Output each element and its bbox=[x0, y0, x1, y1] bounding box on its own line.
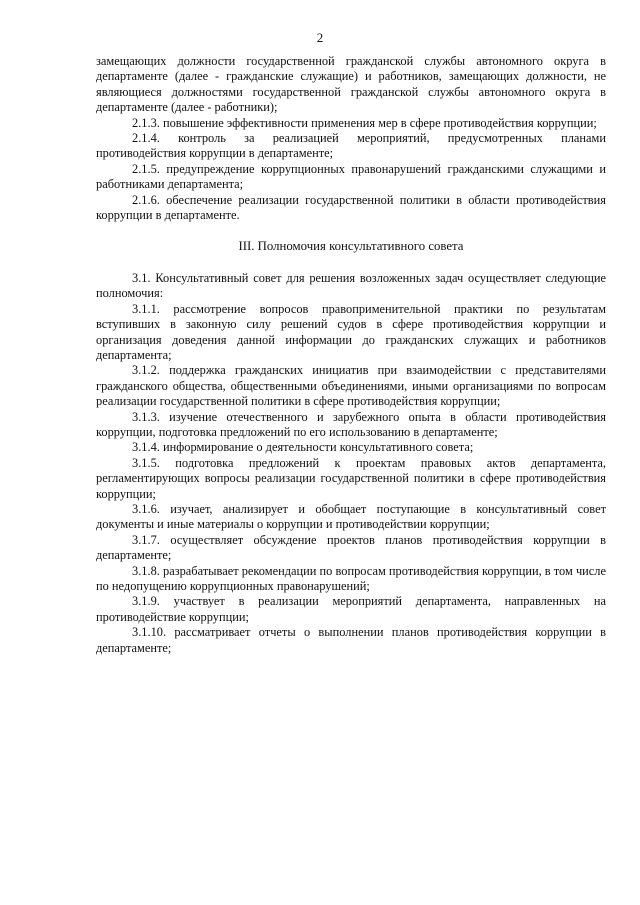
paragraph-3-1-4: 3.1.4. информирование о деятельности консультативного совета; bbox=[132, 440, 474, 455]
paragraph-2-1-4: 2.1.4. контроль за реализацией мероприятий, предусмотренных планами противодействия коррупции в департаменте; bbox=[96, 131, 606, 161]
paragraph-3-1-5: 3.1.5. подготовка предложений к проектам правовых актов департамента, регламентирующих вопросы реализации государственной политики в сфере противодействия коррупции; bbox=[96, 455, 606, 501]
paragraph-3-1-10: 3.1.10. рассматривает отчеты о выполнении планов противодействия коррупции в департаменте; bbox=[96, 625, 606, 655]
paragraph-3-1-1: 3.1.1. рассмотрение вопросов правоприменительной практики по результатам вступивших в законную силу решений судов в сфере противодействия коррупции и организация доведения данной информации до гражданских служащих и работников департамента; bbox=[96, 301, 606, 362]
paragraph-2-1-5: 2.1.5. предупреждение коррупционных правонарушений гражданскими служащими и работниками департамента; bbox=[96, 161, 606, 192]
document-body bbox=[96, 54, 606, 656]
paragraph-3-1-9: 3.1.9. участвует в реализации мероприятий департамента, направленных на противодействие коррупции; bbox=[96, 594, 606, 624]
paragraph-3-1-6: 3.1.6. изучает, анализирует и обобщает поступающие в консультативный совет документы и иные материалы о коррупции и противодействии коррупции; bbox=[96, 501, 606, 532]
page-number: 2 bbox=[316, 30, 324, 45]
section-heading: III. Полномочия консультативного совета bbox=[238, 239, 464, 254]
paragraph-3-1-2: 3.1.2. поддержка гражданских инициатив при взаимодействии с представителями гражданского общества, общественными объединениями, иными организациями по вопросам реализации государственной политики в сфере противодействия коррупции; bbox=[96, 363, 606, 409]
paragraph-3-1-3: 3.1.3. изучение отечественного и зарубежного опыта в области противодействия коррупции, подготовка предложений по его использованию в департаменте; bbox=[96, 409, 606, 439]
paragraph-3-1: 3.1. Консультативный совет для решения возложенных задач осуществляет следующие полномочия: bbox=[96, 270, 606, 301]
paragraph-2-1-6: 2.1.6. обеспечение реализации государственной политики в области противодействия коррупции в департаменте. bbox=[96, 192, 606, 223]
paragraph-2-1-3: 2.1.3. повышение эффективности применения мер в сфере противодействия коррупции; bbox=[132, 115, 597, 130]
paragraph-3-1-7: 3.1.7. осуществляет обсуждение проектов планов противодействия коррупции в департаменте; bbox=[96, 532, 606, 563]
paragraph-3-1-8: 3.1.8. разрабатывает рекомендации по вопросам противодействия коррупции, в том числе по недопущению коррупционных правонарушений; bbox=[96, 563, 606, 593]
paragraph-continuation: замещающих должности государственной гражданской службы автономного округа в департаменте (далее - гражданские служащие) и работников, замещающих должности, не являющиеся должностями государственной гражданской службы автономного округа в департаменте (далее - работники); bbox=[96, 54, 606, 115]
